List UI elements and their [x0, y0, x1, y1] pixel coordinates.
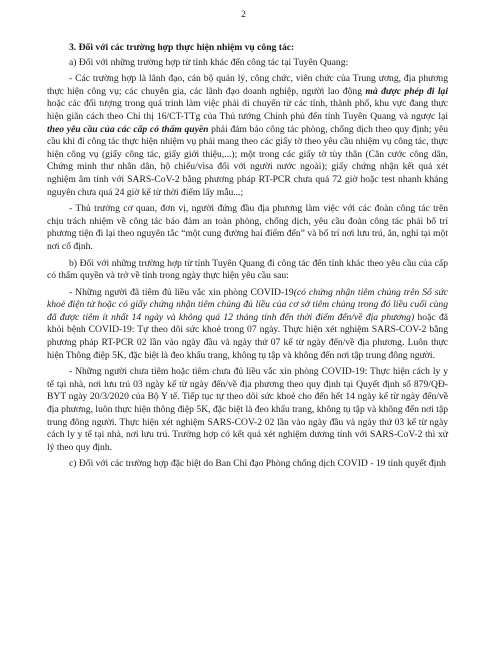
text-run: - Các trường hợp là lãnh đạo, cán bộ quản lý, công chức, viên chức của Trung ương, địa phương thực hiện công vụ; các chuyên gia, các lãnh đạo doanh nghiệp, người lao động — [47, 73, 448, 97]
item-c-heading: c) Đối với các trường hợp đặc biệt do Ban Chỉ đạo Phòng chống dịch COVID - 19 tỉnh quyết định — [69, 458, 446, 470]
paragraph-a2: - Thủ trưởng cơ quan, đơn vị, người đứng đầu địa phương làm việc với các đoàn công tác trên chịu trách nhiệm về công tác bảo đảm an toàn phòng, chống dịch, yêu cầu đoàn công tác phải bố trí phương tiện đi lại theo nguyên tắc “một cung đường hai điểm đến” và bố trí nơi lưu trú, ăn, nghỉ tại một nơi cố định. — [47, 203, 448, 252]
emphasis-text: mà được phép đi lại — [365, 85, 448, 97]
paragraph-b1 — [47, 287, 448, 363]
page-number: 2 — [241, 10, 246, 20]
item-a-heading: a) Đối với những trường hợp từ tỉnh khác đến công tác tại Tuyên Quang: — [69, 56, 349, 68]
section-title: Đối với các trường hợp thực hiện nhiệm vụ công tác: — [76, 42, 295, 53]
text-run: hoặc các đối tượng trong quá trình làm việc phải di chuyển từ các tỉnh, thành phố, khu vực đang thực hiện giãn cách theo Chỉ thị 16/CT-TTg của Thủ tướng Chính phủ đến tỉnh Tuyên Quang và ngược lại — [47, 98, 448, 122]
document-body — [47, 42, 448, 471]
section-number: 3. — [69, 42, 77, 53]
text-run: phải đảm bảo công tác phòng, chống dịch theo quy định; yêu cầu khi đi công tác thực hiện nhiệm vụ phải mang theo các giấy tờ theo yêu cầu nhiệm vụ công tác, thực hiện công vụ (giấy công tác, giấy giới thiệu,...); một trong các giấy tờ tùy thân (Căn cước công dân, Chứng minh thư nhân dân, hộ chiếu/visa đối với người nước ngoài); giấy chứng nhận kết quả xét nghiệm âm tính với SARS-CoV-2 bằng phương pháp RT-PCR chưa quá 72 giờ hoặc test nhanh kháng nguyên chưa quá 24 giờ kể từ thời điểm lấy mẫu...; — [47, 123, 449, 198]
section-3-heading — [47, 42, 448, 55]
italic-text: (có chứng nhận tiêm chủng trên Sổ sức khoẻ điện tử hoặc có giấy chứng nhận tiêm chủng đủ liều của cơ sở tiêm chủng trong đó liều cuối cùng đã được tiêm ít nhất 14 ngày và không quá 12 tháng tính đến thời điểm đến/về địa phương) — [47, 286, 449, 323]
text-run: hoặc đã khỏi bệnh COVID-19: Tự theo dõi sức khoẻ trong 07 ngày. Thực hiện xét nghiệm SARS-COV-2 bằng phương pháp RT-PCR 02 lần vào ngày đầu và ngày thứ 07 kể từ ngày đến/về địa phương. Luôn thực hiện Thông điệp 5K, đặc biệt là đeo khẩu trang, không tụ tập và không đến nơi tập trung đông người. — [47, 311, 449, 361]
paragraph-b2: - Những người chưa tiêm hoặc tiêm chưa đủ liều vắc xin phòng COVID-19: Thực hiện cách ly y tế tại nhà, nơi lưu trú 03 ngày kể từ ngày đến/về địa phương theo quy định tại Quyết định số 879/QĐ-BYT ngày 20/3/2020 của Bộ Y tế. Tiếp tục tự theo dõi sức khoẻ cho đến hết 14 ngày kể từ ngày đến/về địa phương, luôn thực hiện thông điệp 5K, đặc biệt là đeo khẩu trang, không tụ tập và không đến nơi tập trung đông người. Thực hiện xét nghiệm SARS-COV-2 02 lần vào ngày đầu và ngày thứ 03 kể từ ngày cách ly y tế tại nhà, nơi lưu trú. Trường hợp có kết quả xét nghiệm dương tính với SARS-CoV-2 thì xử lý theo quy định. — [47, 366, 448, 453]
paragraph-a1 — [47, 73, 448, 199]
emphasis-text: theo yêu cầu của các cấp có thẩm quyền — [47, 123, 209, 135]
item-b-heading: b) Đối với những trường hợp từ tỉnh Tuyên Quang đi công tác đến tỉnh khác theo yêu cầu của cấp có thẩm quyền và trở về tỉnh trong ngày thực hiện yêu cầu sau: — [47, 257, 448, 282]
text-run: - Những người đã tiêm đủ liều vắc xin phòng COVID-19 — [69, 286, 294, 298]
